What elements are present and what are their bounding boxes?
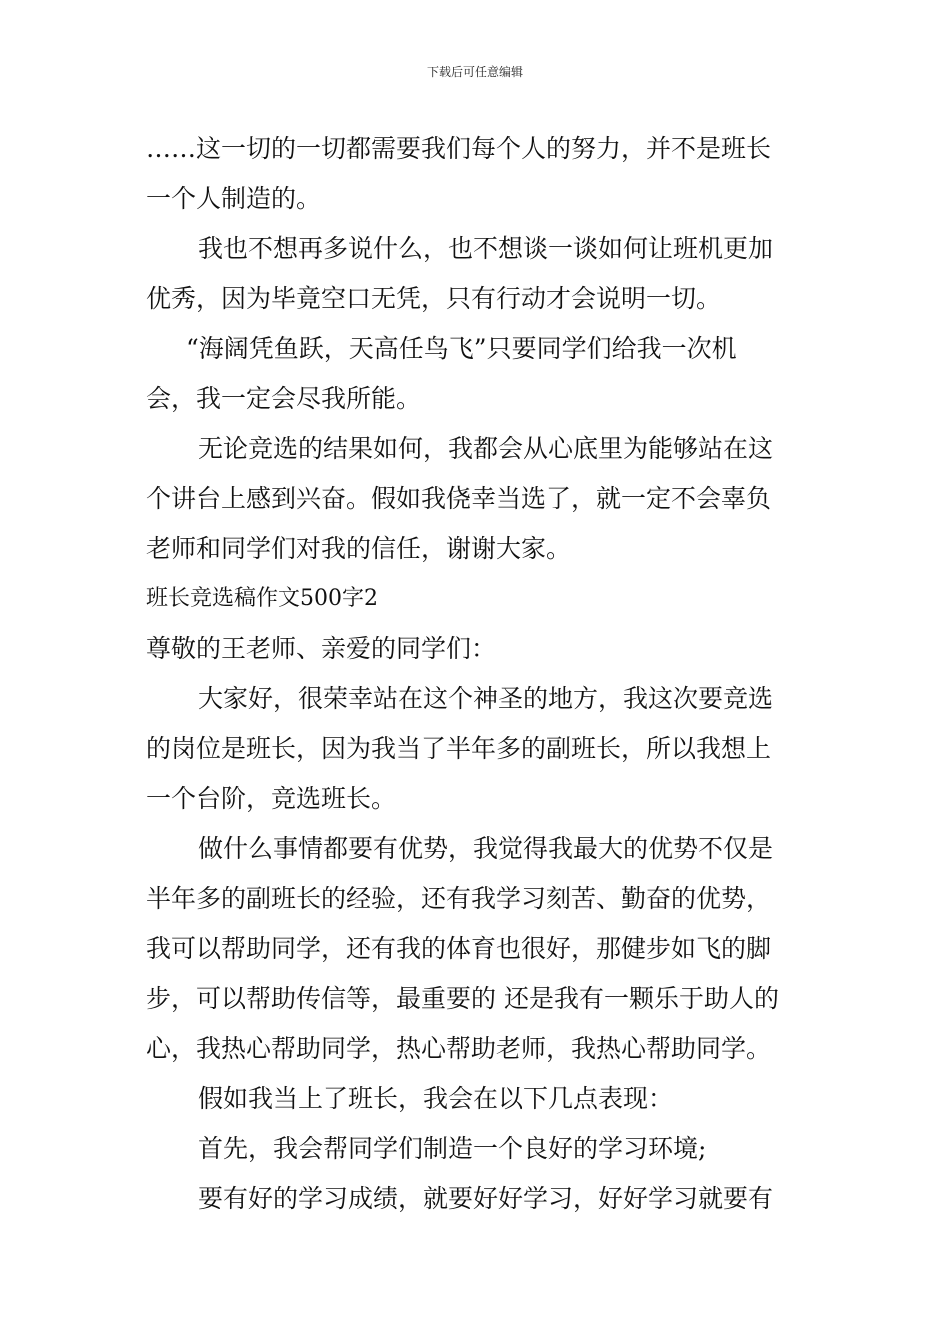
- text-line: 半年多的副班长的经验，还有我学习刻苦、勤奋的优势，: [146, 884, 772, 913]
- text-line: 我可以帮助同学，还有我的体育也很好，那健步如飞的脚: [146, 934, 772, 963]
- text-line: 老师和同学们对我的信任，谢谢大家。: [146, 534, 572, 563]
- paragraph-line: 无论竞选的结果如何，我都会从心底里为能够站在这: [198, 434, 774, 463]
- text-line: 会，我一定会尽我所能。: [146, 384, 422, 413]
- section-heading: 班长竞选稿作文500字2: [146, 586, 378, 611]
- paragraph-line: 做什么事情都要有优势，我觉得我最大的优势不仅是: [198, 834, 774, 863]
- text-line: 步，可以帮助传信等，最重要的 还是我有一颗乐于助人的: [146, 984, 779, 1013]
- paragraph-line: 要有好的学习成绩，就要好好学习，好好学习就要有: [198, 1184, 774, 1213]
- paragraph-line: 我也不想再多说什么，也不想谈一谈如何让班机更加: [198, 234, 774, 263]
- paragraph-line: 首先，我会帮同学们制造一个良好的学习环境;: [198, 1134, 707, 1163]
- text-line: 一个台阶，竞选班长。: [146, 784, 397, 813]
- page-header-note: 下载后可任意编辑: [426, 65, 523, 79]
- text-line: 心，我热心帮助同学，热心帮助老师，我热心帮助同学。: [146, 1034, 772, 1063]
- text-line: ……这一切的一切都需要我们每个人的努力，并不是班长: [146, 134, 772, 163]
- paragraph-line: 假如我当上了班长，我会在以下几点表现：: [198, 1084, 674, 1113]
- paragraph-line: 大家好，很荣幸站在这个神圣的地方，我这次要竞选: [198, 684, 774, 713]
- text-line: 的岗位是班长，因为我当了半年多的副班长，所以我想上: [146, 734, 772, 763]
- document-body: [146, 124, 806, 1224]
- paragraph-line: “海阔凭鱼跃，天高任鸟飞”只要同学们给我一次机: [186, 334, 737, 363]
- salutation: 尊敬的王老师、亲爱的同学们：: [146, 634, 497, 663]
- text-line: 个讲台上感到兴奋。假如我侥幸当选了，就一定不会辜负: [146, 484, 772, 513]
- text-line: 优秀，因为毕竟空口无凭，只有行动才会说明一切。: [146, 284, 722, 313]
- text-line: 一个人制造的。: [146, 184, 322, 213]
